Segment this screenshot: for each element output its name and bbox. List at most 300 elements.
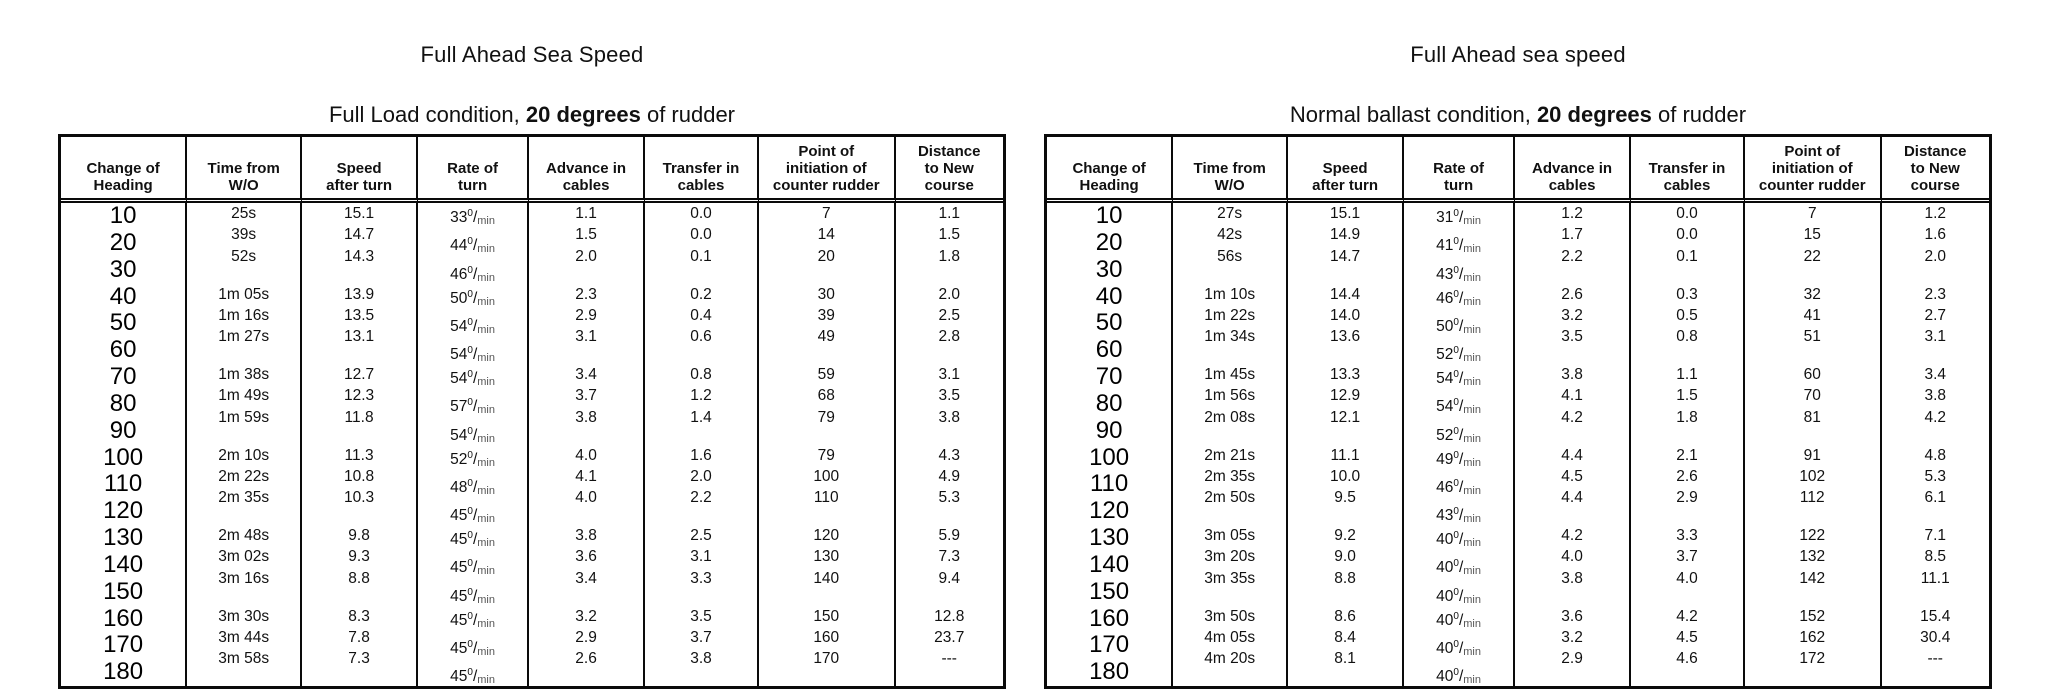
data-cell (1173, 606, 1288, 687)
subtitle-suffix: of rudder (1651, 102, 1747, 127)
data-cell (1404, 525, 1515, 606)
data-value: 4.4 (1561, 489, 1583, 507)
data-cell (418, 445, 529, 526)
data-value: 14.7 (343, 226, 375, 244)
data-value: 1.2 (1924, 205, 1947, 222)
data-value: $46^0/\min$ (1436, 288, 1481, 308)
data-value: $48^0/\min$ (450, 477, 495, 497)
data-value: 4.8 (1924, 446, 1947, 464)
data-value: 1m 56s (1204, 387, 1256, 405)
header-cell (1631, 137, 1745, 203)
data-value: 2.5 (938, 306, 961, 324)
data-value: $57^0/\min$ (450, 397, 495, 417)
data-value: 60 (1803, 366, 1821, 383)
data-value: 170 (813, 650, 840, 668)
data-value: 13.1 (343, 328, 375, 346)
header-cell-line: Point of (798, 143, 855, 160)
data-value: $40^0/\min$ (1436, 558, 1481, 578)
header-cell-line: counter rudder (772, 177, 880, 194)
table-group-row (1047, 203, 1989, 284)
header-cell-line: Point of (1784, 143, 1841, 160)
data-value: 3.7 (690, 628, 712, 646)
data-cell (418, 284, 529, 365)
data-value: 3.2 (575, 607, 597, 625)
subtitle-bold: 20 degrees (1536, 102, 1652, 127)
data-value: 7 (1807, 205, 1817, 222)
data-value: 68 (817, 387, 835, 405)
data-value: 1m 49s (218, 387, 270, 405)
data-cell (302, 203, 418, 284)
data-value: 10.3 (343, 489, 375, 507)
data-value: 2.3 (1924, 285, 1947, 303)
data-value: $45^0/\min$ (450, 558, 495, 578)
data-cell (187, 284, 302, 365)
header-cell (302, 137, 418, 203)
data-value: $45^0/\min$ (450, 586, 495, 606)
data-value: 13.9 (343, 285, 375, 303)
header-cell (418, 137, 529, 203)
data-value: 0.1 (1676, 247, 1698, 265)
data-value: 0.0 (690, 205, 712, 222)
heading-value: 180 (1089, 658, 1130, 686)
data-value: $43^0/\min$ (1436, 264, 1481, 284)
data-cell (1882, 284, 1989, 365)
data-value: 3.8 (1561, 366, 1583, 383)
data-value: 1.6 (690, 446, 712, 464)
data-cell (1404, 364, 1515, 445)
data-value: 11.8 (344, 408, 374, 426)
data-value: 1m 34s (1204, 328, 1256, 346)
table-title: Full Ahead Sea Speed (420, 42, 644, 67)
data-value: 3.8 (1561, 569, 1583, 587)
data-cell (529, 364, 645, 445)
data-value: 11.1 (1330, 446, 1360, 464)
data-cell (418, 203, 529, 284)
data-value: 1m 27s (218, 328, 270, 346)
header-cell-line: turn (457, 177, 488, 194)
data-value: 12.3 (343, 387, 375, 405)
data-value: 2.0 (575, 247, 597, 265)
data-cell (1745, 445, 1882, 526)
data-cell (1173, 364, 1288, 445)
data-cell (896, 606, 1003, 687)
data-value: 100 (813, 467, 840, 485)
heading-value: 150 (1089, 577, 1130, 605)
data-value: 13.6 (1329, 328, 1361, 346)
data-value: 3.1 (1924, 328, 1947, 346)
data-value: $41^0/\min$ (1436, 236, 1481, 256)
data-cell (302, 525, 418, 606)
data-value: 9.2 (1334, 527, 1356, 544)
data-cell (759, 525, 896, 606)
data-value: 15.1 (1329, 205, 1361, 222)
data-cell (1515, 203, 1631, 284)
header-cell-line: course (1910, 177, 1960, 194)
data-value: 2.6 (1676, 467, 1698, 485)
data-value: 4.0 (1561, 548, 1583, 566)
data-value: 2.7 (1924, 306, 1947, 324)
data-cell (759, 203, 896, 284)
data-value: 5.3 (1924, 467, 1947, 485)
data-value: 3.6 (575, 548, 597, 566)
data-value: 8.8 (348, 569, 370, 587)
data-value: 1m 59s (218, 408, 270, 426)
data-cell (187, 606, 302, 687)
data-value: $31^0/\min$ (1436, 208, 1481, 227)
data-value: 10.0 (1329, 467, 1361, 485)
header-cell-line: Distance (917, 143, 981, 160)
heading-value: 140 (1089, 550, 1130, 578)
data-value: 2.9 (575, 306, 597, 324)
data-cell (1515, 364, 1631, 445)
data-value: 4m 20s (1204, 650, 1256, 668)
data-value: 1.5 (1676, 387, 1698, 405)
data-value: 2m 10s (218, 446, 270, 464)
data-value: 7 (821, 205, 831, 222)
data-cell (187, 525, 302, 606)
data-value: --- (1927, 650, 1943, 668)
data-value: 1.6 (1924, 226, 1947, 244)
data-value: 1.8 (1676, 408, 1698, 426)
data-value: $40^0/\min$ (1436, 610, 1481, 630)
data-value: $46^0/\min$ (450, 264, 495, 284)
heading-cell (1047, 445, 1173, 526)
header-cell-line: Time from (1193, 160, 1266, 177)
heading-value: 80 (1095, 389, 1123, 417)
data-value: 112 (1799, 489, 1825, 507)
header-cell (1882, 137, 1989, 203)
data-value: 23.7 (934, 628, 965, 646)
data-value: 1.2 (690, 387, 712, 405)
data-value: $52^0/\min$ (1436, 425, 1481, 445)
data-cell (187, 445, 302, 526)
data-value: 0.4 (690, 306, 712, 324)
data-value: 0.0 (1676, 226, 1698, 244)
data-value: $45^0/\min$ (450, 610, 495, 630)
data-value: 172 (1799, 650, 1826, 668)
data-value: 6.1 (1924, 489, 1947, 507)
data-cell (1173, 284, 1288, 365)
data-value: 30 (817, 285, 835, 303)
data-value: 81 (1803, 408, 1821, 426)
heading-cell (61, 606, 187, 687)
data-value: 4.5 (1561, 467, 1583, 485)
data-value: 3.2 (1561, 628, 1583, 646)
data-value: $45^0/\min$ (450, 506, 495, 525)
heading-cell (1047, 284, 1173, 365)
data-cell (529, 606, 645, 687)
heading-value: 140 (103, 550, 144, 578)
data-value: 22 (1803, 247, 1821, 265)
data-value: 0.8 (690, 366, 712, 383)
data-value: 1m 05s (218, 285, 270, 303)
data-value: 3m 50s (1204, 607, 1256, 625)
table-group-row (1047, 364, 1989, 445)
data-value: 3.8 (690, 650, 712, 668)
data-value: 9.4 (938, 569, 961, 587)
data-value: 8.3 (348, 607, 370, 625)
data-value: 11.1 (1920, 569, 1950, 587)
header-cell-line: turn (1443, 177, 1474, 194)
data-value: $49^0/\min$ (1436, 449, 1481, 469)
data-cell (1288, 284, 1404, 365)
data-value: 3.8 (1924, 387, 1947, 405)
data-value: 0.0 (690, 226, 712, 244)
header-cell-line: cables (1548, 177, 1596, 194)
data-value: 10.8 (343, 467, 375, 485)
data-value: 130 (813, 548, 840, 566)
data-value: 3.8 (938, 408, 961, 426)
data-value: 51 (1803, 328, 1821, 346)
data-value: 14.3 (343, 247, 375, 265)
table-header-row (61, 137, 1003, 203)
data-value: $52^0/\min$ (1436, 345, 1481, 364)
data-value: 2.9 (575, 628, 597, 646)
data-value: 79 (817, 408, 835, 426)
data-value: 102 (1799, 467, 1826, 485)
table-subtitle (58, 102, 1006, 128)
table-group-row (1047, 606, 1989, 687)
heading-cell (61, 525, 187, 606)
data-value: 9.0 (1334, 548, 1356, 566)
data-value: $54^0/\min$ (450, 369, 495, 388)
data-value: 1.5 (575, 226, 597, 244)
data-value: 1m 38s (218, 366, 270, 383)
heading-value: 170 (1089, 631, 1130, 659)
data-value: 59 (817, 366, 835, 383)
header-cell (1288, 137, 1404, 203)
data-value: 1m 16s (218, 306, 270, 324)
data-cell (1288, 364, 1404, 445)
data-value: $45^0/\min$ (450, 667, 495, 686)
data-cell (1404, 284, 1515, 365)
data-value: 13.3 (1329, 366, 1361, 383)
data-value: 2.1 (1676, 446, 1698, 464)
data-cell (1173, 445, 1288, 526)
data-value: 3.5 (938, 387, 961, 405)
heading-value: 10 (1095, 203, 1123, 229)
data-cell (1288, 525, 1404, 606)
data-value: 3m 05s (1204, 527, 1256, 544)
header-cell-line: Change of (1072, 160, 1146, 177)
data-value: 0.6 (690, 328, 712, 346)
data-value: 2.2 (690, 489, 712, 507)
header-cell-line: W/O (1214, 177, 1245, 194)
heading-value: 90 (109, 416, 137, 444)
data-value: 122 (1799, 527, 1826, 544)
heading-value: 160 (103, 605, 144, 632)
data-value: 15.1 (343, 205, 375, 222)
data-value: 1m 22s (1204, 306, 1256, 324)
header-cell-line: after turn (1312, 177, 1378, 194)
data-value: $40^0/\min$ (1436, 586, 1481, 606)
data-value: 12.7 (343, 366, 375, 383)
data-cell (759, 364, 896, 445)
data-cell (529, 445, 645, 526)
data-value: 7.8 (348, 628, 370, 646)
subtitle-prefix: Full Load condition, (328, 102, 526, 127)
data-value: 9.8 (348, 527, 370, 544)
header-cell (187, 137, 302, 203)
header-cell-line: cables (1663, 177, 1711, 194)
data-cell (1404, 445, 1515, 526)
table-group-row (61, 364, 1003, 445)
data-cell (1631, 364, 1745, 445)
data-value: 7.3 (348, 650, 370, 668)
header-cell-line: Speed (1322, 160, 1368, 177)
data-value: 3m 44s (218, 628, 270, 646)
data-value: 0.2 (690, 285, 712, 303)
data-cell (418, 525, 529, 606)
header-cell-line: Advance in (1532, 160, 1613, 177)
data-value: 27s (1217, 205, 1243, 222)
header-cell-line: to New (1910, 160, 1960, 177)
data-value: 3.6 (1561, 607, 1583, 625)
data-value: $40^0/\min$ (1436, 530, 1481, 549)
header-cell-line: counter rudder (1758, 177, 1866, 194)
data-cell (1631, 525, 1745, 606)
heading-value: 60 (1095, 336, 1123, 364)
data-cell (418, 364, 529, 445)
data-value: 4.2 (1561, 527, 1583, 544)
data-value: 4.3 (938, 446, 961, 464)
data-cell (1515, 606, 1631, 687)
heading-cell (1047, 525, 1173, 606)
header-cell-line: Speed (336, 160, 382, 177)
data-cell (645, 445, 759, 526)
data-cell (187, 203, 302, 284)
data-cell (645, 364, 759, 445)
data-value: 3m 35s (1204, 569, 1256, 587)
data-value: 49 (817, 328, 835, 346)
heading-value: 90 (1095, 416, 1123, 444)
data-cell (1404, 606, 1515, 687)
data-cell (759, 606, 896, 687)
table-group-row (61, 445, 1003, 526)
data-cell (1745, 364, 1882, 445)
data-value: $40^0/\min$ (1436, 638, 1481, 658)
data-value: 4.0 (1676, 569, 1698, 587)
heading-value: 70 (1095, 364, 1123, 390)
header-cell-line: to New (924, 160, 974, 177)
header-cell-line: Transfer in (662, 160, 740, 177)
data-cell (1515, 525, 1631, 606)
data-cell (896, 364, 1003, 445)
data-value: 9.3 (348, 548, 370, 566)
data-value: 3.1 (938, 366, 961, 383)
data-value: 1.1 (1676, 366, 1698, 383)
heading-value: 60 (109, 336, 137, 364)
heading-value: 150 (103, 577, 144, 605)
data-value: 8.5 (1924, 548, 1947, 566)
data-value: 12.1 (1329, 408, 1361, 426)
heading-cell (1047, 364, 1173, 445)
data-value: 15.4 (1920, 607, 1951, 625)
table-group-row (1047, 284, 1989, 365)
data-value: 4.5 (1676, 628, 1698, 646)
header-cell (529, 137, 645, 203)
data-value: 150 (813, 607, 840, 625)
heading-value: 120 (1089, 497, 1130, 525)
header-cell-line: Rate of (1433, 160, 1484, 177)
data-value: 41 (1803, 306, 1821, 324)
heading-cell (61, 284, 187, 365)
table-group-row (1047, 445, 1989, 526)
table-subtitle (1044, 102, 1992, 128)
table-group-row (61, 284, 1003, 365)
normal-ballast-panel (1044, 28, 1992, 689)
data-value: 4.0 (575, 489, 597, 507)
data-value: 2m 50s (1204, 489, 1256, 507)
data-value: 2.9 (1676, 489, 1698, 507)
data-value: 3.4 (1924, 366, 1947, 383)
data-value: 140 (813, 569, 840, 587)
table-group-row (61, 525, 1003, 606)
data-value: 160 (813, 628, 840, 646)
data-cell (896, 203, 1003, 284)
data-value: 0.3 (1676, 285, 1698, 303)
header-cell-line: initiation of (1771, 160, 1853, 177)
data-cell (1745, 284, 1882, 365)
heading-cell (61, 203, 187, 284)
heading-value: 130 (103, 525, 144, 551)
data-value: 70 (1803, 387, 1821, 405)
data-value: 0.1 (690, 247, 712, 265)
data-value: $52^0/\min$ (450, 449, 495, 469)
data-value: 2.9 (1561, 650, 1583, 668)
data-value: 3.7 (575, 387, 597, 405)
data-value: 120 (813, 527, 840, 544)
heading-value: 80 (109, 389, 137, 417)
data-value: 2.3 (575, 285, 597, 303)
data-value: 1.7 (1561, 226, 1583, 244)
data-value: 2.0 (1924, 247, 1947, 265)
table-title: Full Ahead sea speed (1410, 42, 1626, 67)
data-value: 1.1 (575, 205, 597, 222)
data-value: 1.8 (938, 247, 961, 265)
data-cell (896, 445, 1003, 526)
header-cell-line: Heading (1079, 177, 1139, 194)
data-value: 110 (813, 489, 839, 507)
data-value: 30.4 (1920, 628, 1951, 646)
heading-value: 180 (103, 658, 144, 686)
data-cell (1882, 525, 1989, 606)
data-cell (1882, 606, 1989, 687)
header-cell-line: Advance in (546, 160, 627, 177)
data-value: 0.8 (1676, 328, 1698, 346)
heading-cell (1047, 606, 1173, 687)
data-value: 3.3 (690, 569, 712, 587)
data-value: 8.8 (1334, 569, 1356, 587)
data-cell (759, 445, 896, 526)
header-cell (1173, 137, 1288, 203)
data-value: $54^0/\min$ (450, 425, 495, 445)
data-value: 3.2 (1561, 306, 1583, 324)
data-value: 3.5 (1561, 328, 1583, 346)
data-value: 8.1 (1334, 650, 1356, 668)
data-cell (1745, 606, 1882, 687)
data-value: 13.5 (343, 306, 375, 324)
data-value: $45^0/\min$ (450, 530, 495, 549)
data-value: 4.1 (1561, 387, 1583, 405)
heading-value: 110 (1089, 470, 1129, 498)
heading-value: 70 (109, 364, 137, 390)
header-cell-line: Time from (207, 160, 280, 177)
data-cell (759, 284, 896, 365)
data-value: 32 (1803, 285, 1821, 303)
data-value: $54^0/\min$ (1436, 397, 1481, 417)
data-cell (302, 445, 418, 526)
